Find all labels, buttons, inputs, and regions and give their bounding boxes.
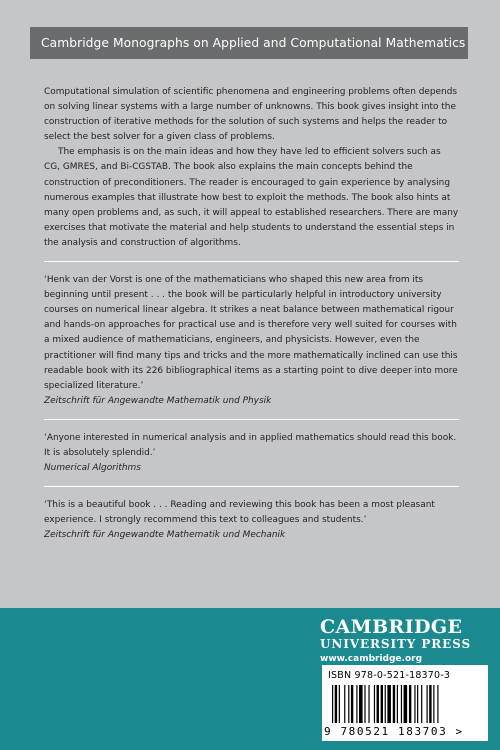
- isbn-label: ISBN 978-0-521-18370-3: [328, 670, 451, 681]
- review-source-3: Zeitschrift für Angewandte Mathematik und Mechanik: [44, 530, 286, 541]
- barcode-icon: [332, 685, 478, 725]
- divider: [44, 419, 459, 420]
- publisher-subname: UNIVERSITY PRESS: [320, 637, 472, 651]
- publisher-logo: [320, 617, 490, 666]
- review-quote-3: ‘This is a beautiful book . . . Reading and reviewing this book has been a most pleasant experience. I strongly recommend this text to colleagues and students.’: [44, 500, 435, 526]
- blurb-paragraph-2: The emphasis is on the main ideas and how they have led to efficient solvers such as CG, GMRES, and Bi-CGSTAB. The book also explains the main concepts behind the construction of preconditioners. The reader is encouraged to gain experience by analysing numerous examples that illustrate how best to exploit the methods. The book also hints at many open problems and, as such, it will appeal to established researchers. There are many exercises that motivate the material and help students to understand the essential steps in the analysis and construction of algorithms.: [44, 147, 459, 248]
- divider: [44, 261, 459, 262]
- blurb-paragraph-1: Computational simulation of scientific phenomena and engineering problems often depends on solving linear systems with a large number of unknowns. This book gives insight into the construction of iterative methods for the solution of such systems and helps the reader to select the best solver for a given class of problems.: [44, 87, 458, 143]
- publisher-url: www.cambridge.org: [320, 654, 423, 664]
- barcode-digits: 9 780521 183703 >: [324, 725, 464, 738]
- review-source-2: Numerical Algorithms: [44, 463, 141, 474]
- series-title: Cambridge Monographs on Applied and Computational Mathematics: [30, 27, 468, 59]
- publisher-name: CAMBRIDGE: [320, 616, 463, 638]
- back-cover-text: [44, 85, 459, 543]
- review-quote-2: ‘Anyone interested in numerical analysis and in applied mathematics should read this book. It is absolutely splendid.’: [44, 432, 457, 458]
- review-source-1: Zeitschrift für Angewandte Mathematik und Physik: [44, 395, 272, 406]
- isbn-barcode: [322, 665, 488, 741]
- divider: [44, 486, 459, 487]
- review-quote-1: ‘Henk van der Vorst is one of the mathematicians who shaped this new area from its beginning until present . . . the book will be particularly helpful in introductory university courses on numerical linear algebra. It strikes a neat balance between mathematical rigour and hands-on approaches for practical use and is therefore very well suited for courses with a mixed audience of mathematicians, engineers, and physicists. However, even the practitioner will find many tips and tricks and the more mathematically inclined can use this readable book with its 226 bibliographical items as a starting point to dive deeper into more specialized literature.’: [44, 275, 458, 391]
